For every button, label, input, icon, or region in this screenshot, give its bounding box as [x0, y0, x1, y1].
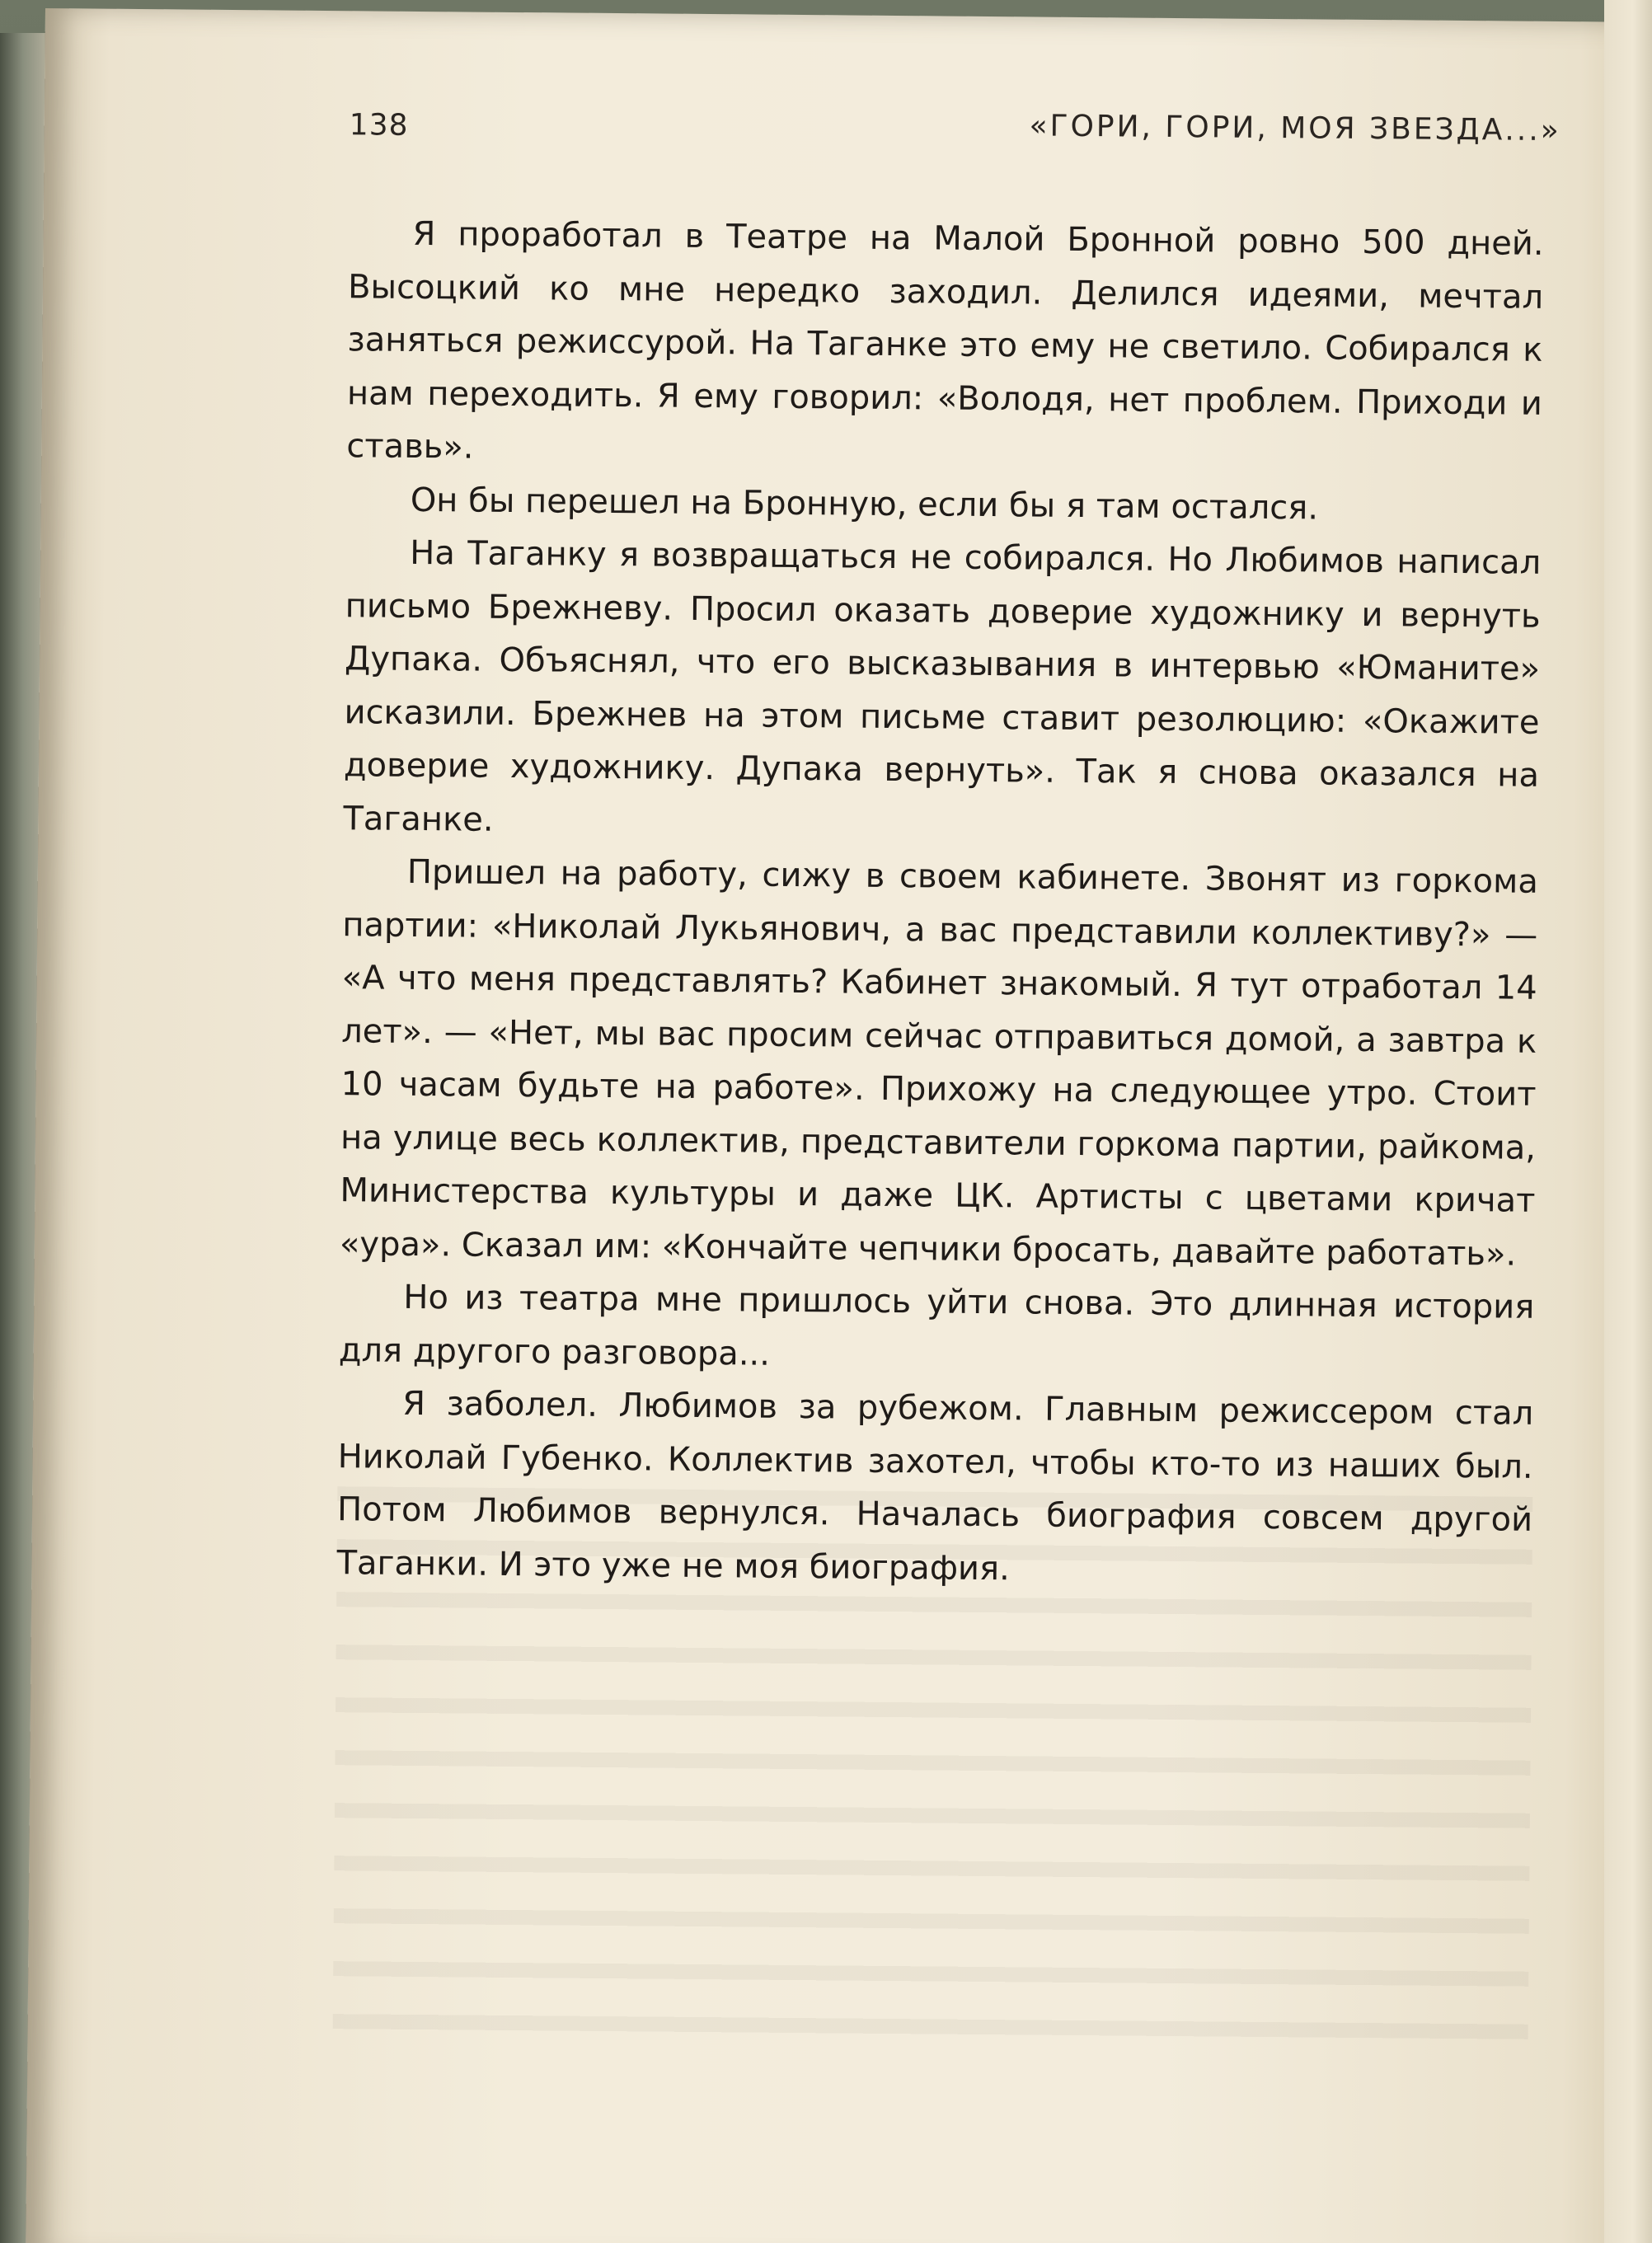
running-head [45, 8, 1652, 148]
paragraph-2: Он бы перешел на Бронную, если бы я там остался. [410, 481, 1319, 527]
paragraph-4: Пришел на работу, сижу в своем кабинете. Звонят из горкома партии: «Николай Лукьянович, а вас представили коллективу?» — «А что меня представлять? Кабинет знакомый. Я тут отработал 14 лет». — «Нет, мы вас просим сейчас отправиться домой, а завтра к 10 часам будьте на работе». Прихожу на следующее утро. Стоит на улице весь коллектив, представители горкома партии, райкома, Министерства культуры и даже ЦК. Артисты с цветами кричат «ура». Сказал им: «Кончайте чепчики бросать, давайте работать». [339, 852, 1539, 1274]
paragraph-6: Я заболел. Любимов за рубежом. Главным режиссером стал Николай Губенко. Коллектив захотел, чтобы кто-то из наших был. Потом Любимов вернулся. Началась биография совсем другой Таганки. И это уже не моя биография. [336, 1384, 1534, 1588]
paragraph-5: Но из театра мне пришлось уйти снова. Это длинная история для другого разговора... [338, 1278, 1535, 1373]
paragraph-1: Я проработал в Театре на Малой Бронной ровно 500 дней. Высоцкий ко мне нередко заходил. Делился идеями, мечтал заняться режиссурой. На Таганке это ему не светило. Собирался к нам переходить. Я ему говорил: «Володя, нет проблем. Приходи и ставь». [346, 214, 1544, 467]
book-page [26, 8, 1652, 2243]
show-through-text [332, 1486, 1532, 2074]
paragraph-3: На Таганку я возвращаться не собирался. Но Любимов написал письмо Брежневу. Просил оказать доверие художнику и вернуть Дупака. Объяснял, что его высказывания в интервью «Юманите» исказили. Брежнев на этом письме ставит резолюцию: «Окажите доверие художнику. Дупака вернуть». Так я снова оказался на Таганке. [343, 533, 1542, 839]
right-page-edge [1604, 0, 1652, 2243]
page-number: 138 [349, 108, 409, 143]
body-text [336, 207, 1544, 1600]
running-title: «ГОРИ, ГОРИ, МОЯ ЗВЕЗДА...» [1029, 109, 1561, 148]
